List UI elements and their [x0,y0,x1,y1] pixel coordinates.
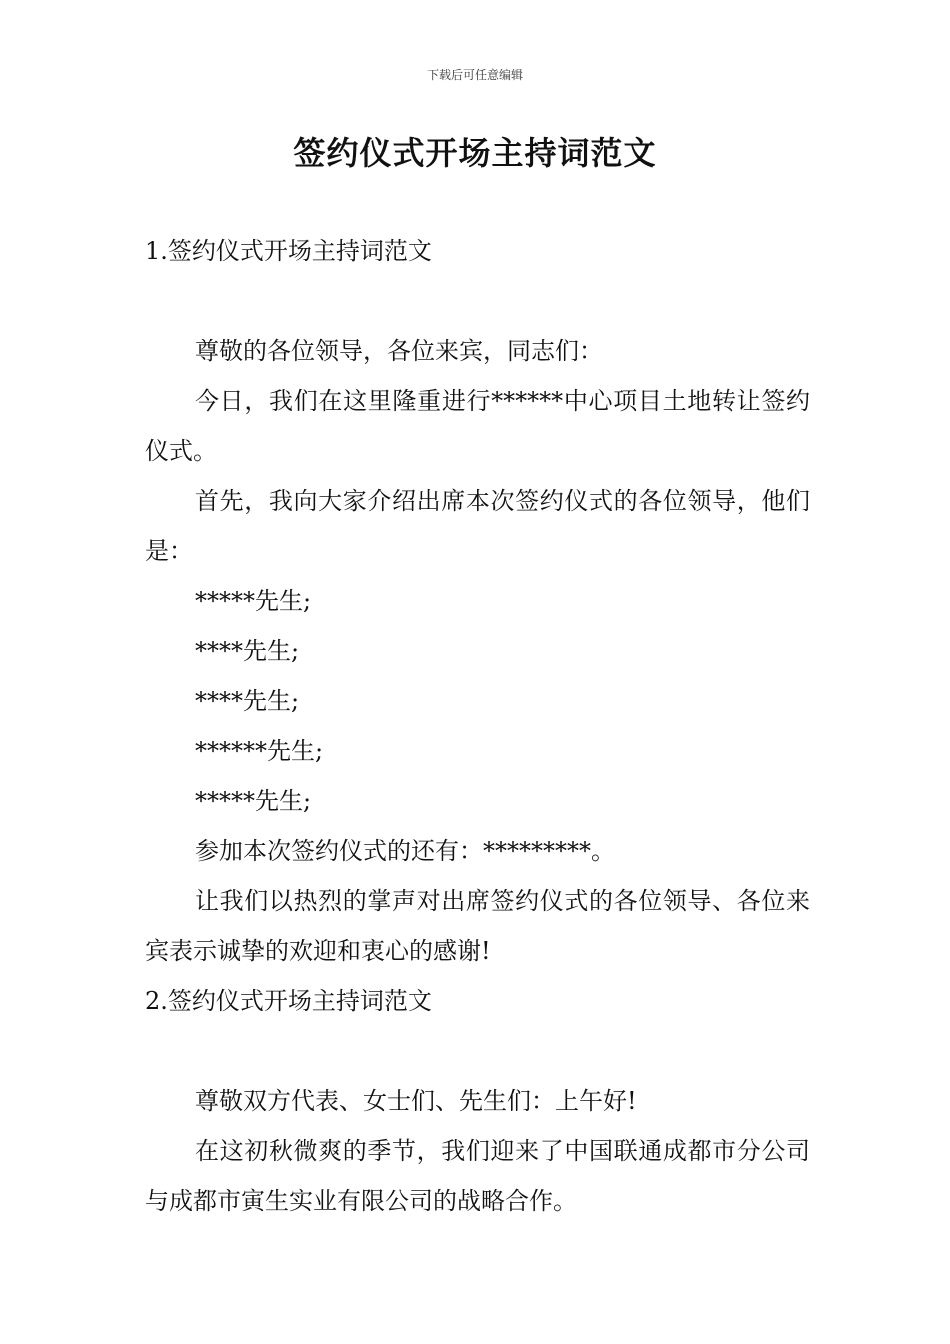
list-item: ******先生; [195,737,324,765]
paragraph: 尊敬的各位领导，各位来宾，同志们： [195,337,603,365]
list-item: *****先生; [195,787,312,815]
section-heading: 1.签约仪式开场主持词范文 [145,237,432,265]
paragraph: 尊敬双方代表、女士们、先生们：上午好! [195,1087,637,1115]
paragraph: 今日，我们在这里隆重进行******中心项目土地转让签约仪式。 [145,387,810,465]
spacer [145,276,810,326]
header-note: 下载后可任意编辑 [426,68,523,82]
section-heading: 2.签约仪式开场主持词范文 [145,987,432,1015]
spacer [145,1026,810,1076]
page-title: 签约仪式开场主持词范文 [293,134,657,172]
paragraph: 首先，我向大家介绍出席本次签约仪式的各位领导，他们是： [145,487,810,565]
paragraph: 在这初秋微爽的季节，我们迎来了中国联通成都市分公司与成都市寅生实业有限公司的战略合作。 [145,1137,810,1215]
list-item: ****先生; [195,687,300,715]
list-item: *****先生; [195,587,312,615]
paragraph: 参加本次签约仪式的还有：*********。 [195,837,615,865]
document-body [145,226,810,1226]
list-item: ****先生; [195,637,300,665]
paragraph: 让我们以热烈的掌声对出席签约仪式的各位领导、各位来宾表示诚挚的欢迎和衷心的感谢! [145,887,810,965]
